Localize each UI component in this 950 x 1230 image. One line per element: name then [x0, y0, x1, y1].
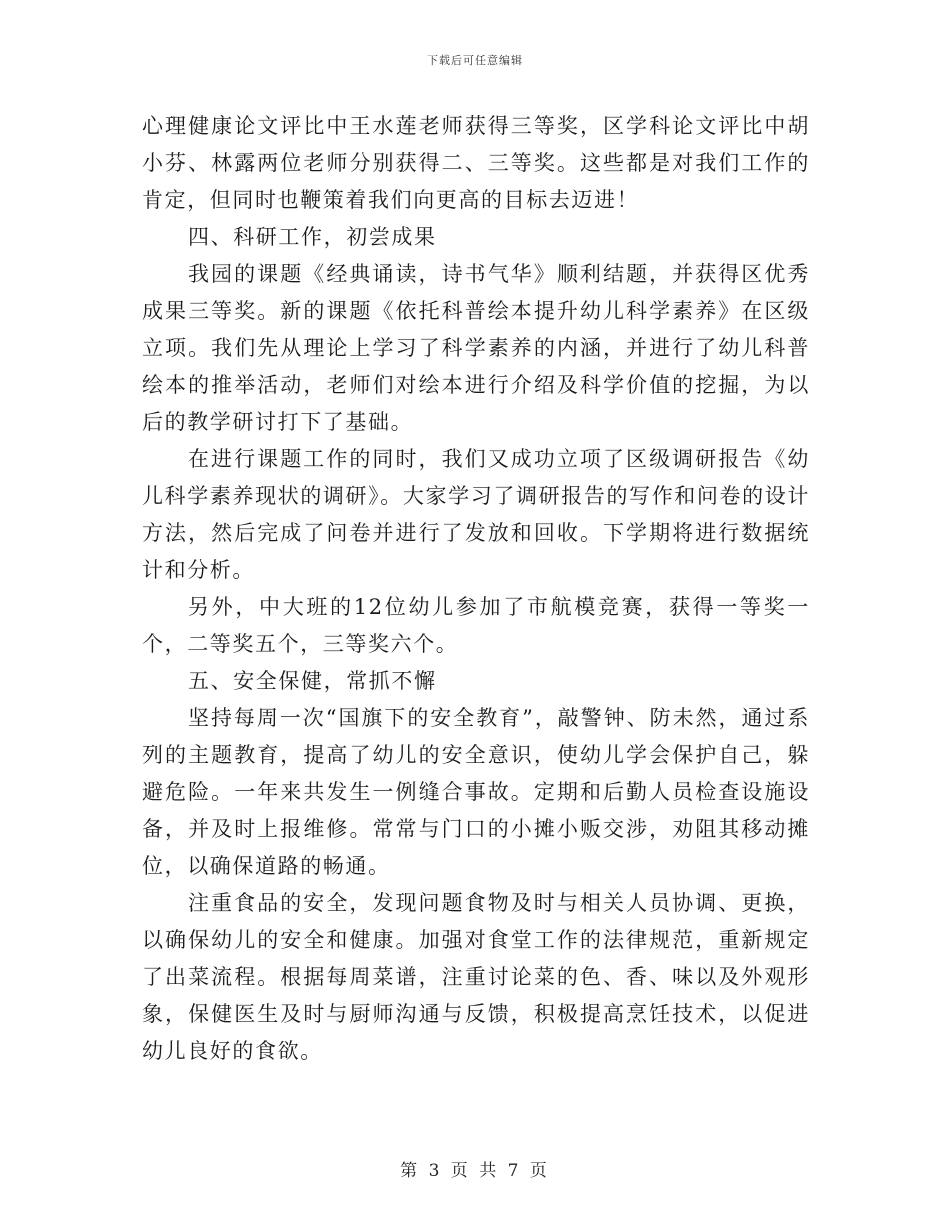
paragraph-model-competition: 另外，中大班的12位幼儿参加了市航模竞赛，获得一等奖一个，二等奖五个，三等奖六个。	[142, 595, 810, 656]
paragraph-safety-education: 坚持每周一次“国旗下的安全教育”，敲警钟、防未然，通过系列的主题教育，提高了幼儿的安全意识，使幼儿学会保护自己，躲避危险。一年来共发生一例缝合事故。定期和后勤人员检查设施设备，并及时上报维修。常常与门口的小摊小贩交涉，劝阻其移动摊位，以确保道路的畅通。	[142, 706, 810, 878]
paragraph-research-topics: 我园的课题《经典诵读，诗书气华》顺利结题，并获得区优秀成果三等奖。新的课题《依托科普绘本提升幼儿科学素养》在区级立项。我们先从理论上学习了科学素养的内涵，并进行了幼儿科普绘本的推举活动，老师们对绘本进行介绍及科学价值的挖掘，为以后的教学研讨打下了基础。	[142, 262, 810, 434]
paragraph-food-safety: 注重食品的安全，发现问题食物及时与相关人员协调、更换，以确保幼儿的安全和健康。加强对食堂工作的法律规范，重新规定了出菜流程。根据每周菜谱，注重讨论菜的色、香、味以及外观形象，保健医生及时与厨师沟通与反馈，积极提高烹饪技术，以促进幼儿良好的食欲。	[142, 891, 810, 1063]
page-header: 下载后可任意编辑	[427, 54, 523, 67]
page-footer: 第 3 页 共 7 页	[400, 1161, 550, 1181]
document-body	[142, 108, 810, 1070]
section-heading-research: 四、科研工作，初尝成果	[188, 225, 437, 249]
paragraph-survey-report: 在进行课题工作的同时，我们又成功立项了区级调研报告《幼儿科学素养现状的调研》。大家学习了调研报告的写作和问卷的设计方法，然后完成了问卷并进行了发放和回收。下学期将进行数据统计和分析。	[142, 447, 810, 582]
section-heading-safety: 五、安全保健，常抓不懈	[188, 669, 437, 693]
paragraph-awards-continued: 心理健康论文评比中王水莲老师获得三等奖，区学科论文评比中胡小芬、林露两位老师分别获得二、三等奖。这些都是对我们工作的肯定，但同时也鞭策着我们向更高的目标去迈进！	[142, 114, 810, 212]
